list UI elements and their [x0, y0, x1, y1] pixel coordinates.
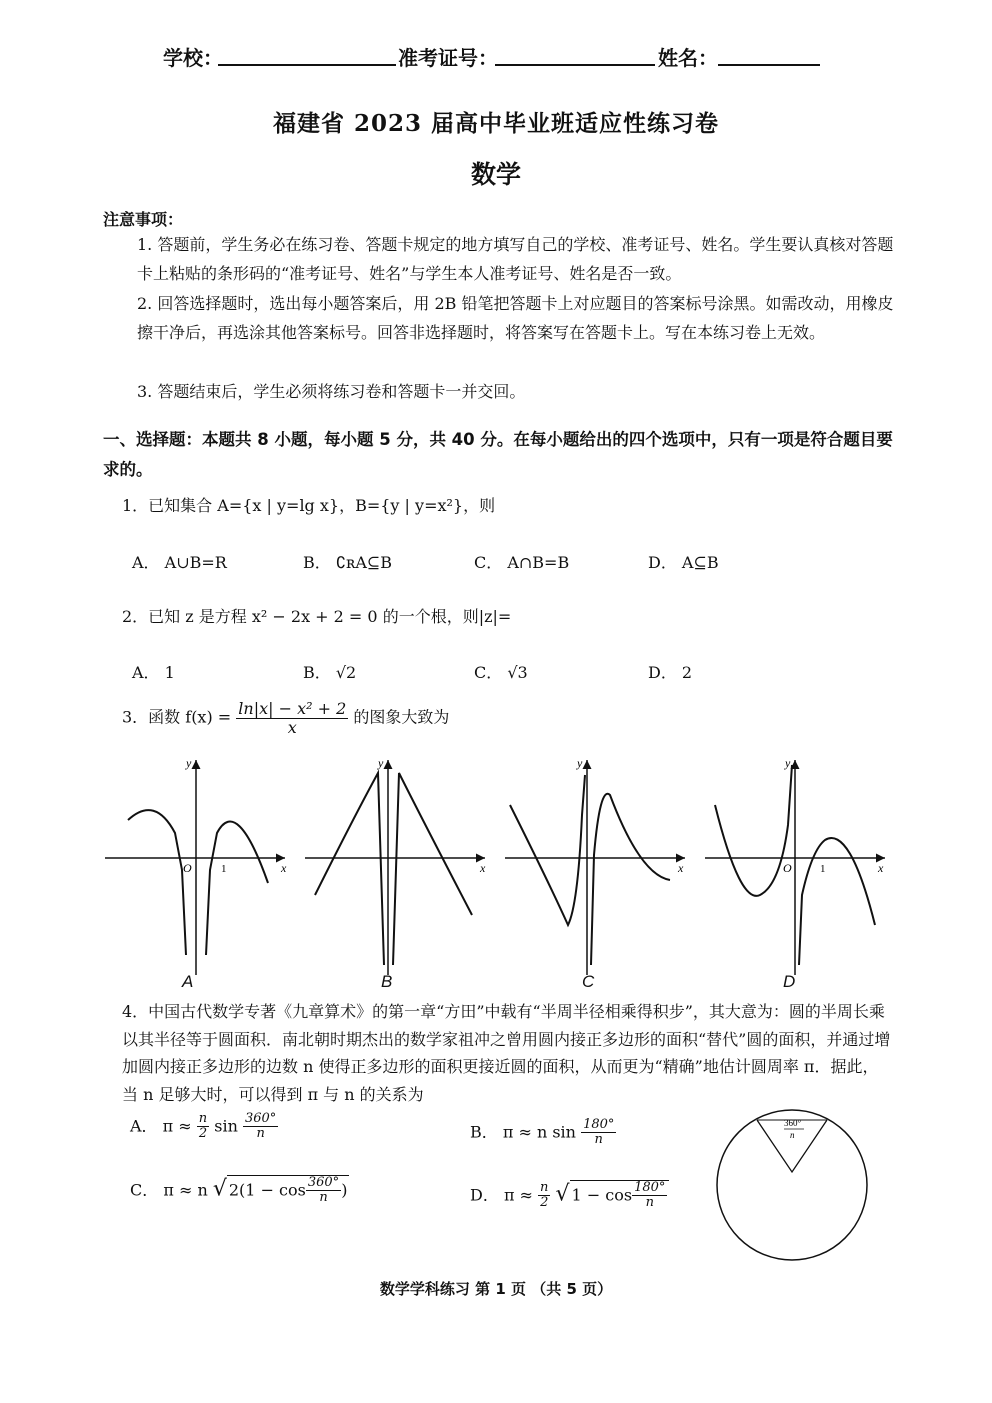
note-item: 1. 答题前，学生务必在练习卷、答题卡规定的地方填写自己的学校、准考证号、姓名。学生要认真核对答题卡上粘贴的条形码的“准考证号、姓名”与学生本人准考证号、姓名是否一致。 [137, 235, 894, 283]
q4-a-fn: sin [214, 1116, 238, 1136]
q4-b-arg [581, 1118, 616, 1148]
q4-d-arg [632, 1181, 667, 1211]
q4-a-lhs: π ≈ [162, 1116, 192, 1136]
exam-title: 福建省 2023 届高中毕业班适应性练习卷 [272, 110, 720, 137]
graph-b-y-label: y [378, 756, 384, 770]
graph-a[interactable] [105, 756, 287, 975]
q4-c-arg [306, 1176, 341, 1206]
q2-option-a[interactable]: A． 1 [132, 663, 175, 682]
exam-id-input-line[interactable] [495, 64, 655, 66]
q1-option-a[interactable]: A． A∪B=R [132, 553, 227, 572]
q4-c-radical: √ [212, 1176, 227, 1202]
note-item: 2. 回答选择题时，选出每小题答案后，用 2B 铅笔把答题卡上对应题目的答案标号涂黑。如需改动，用橡皮擦干净后，再选涂其他答案标号。回答非选择题时，将答案写在答题卡上。写在本练习卷上无效。 [137, 294, 894, 342]
q4-a-arg-num: 360° [244, 1111, 277, 1126]
q4-c-lhs: π ≈ n [163, 1180, 208, 1200]
q4-a-label: A． [130, 1116, 158, 1136]
q3-prefix: 3．函数 f(x) = [122, 707, 232, 727]
section-heading: 一、选择题：本题共 8 小题，每小题 5 分，共 40 分。在每小题给出的四个选项中，只有一项是符合题目要求的。 [103, 430, 893, 479]
q3-numerator: ln|x| − x² + 2 [238, 699, 347, 718]
q4-c-arg-den: n [319, 1190, 328, 1206]
angle-label-num: 360° [784, 1118, 802, 1128]
q4-d-radical: √ [555, 1181, 570, 1207]
q4-d-arg-num: 180° [634, 1180, 666, 1195]
q2-option-d[interactable]: D． 2 [648, 663, 693, 682]
q4-a-arg [243, 1112, 278, 1142]
q4-d-arg-den: n [645, 1195, 654, 1211]
q4-option-d[interactable] [470, 1180, 669, 1211]
graph-label-c: C [582, 972, 595, 991]
note-item: 3. 答题结束后，学生必须将练习卷和答题卡一并交回。 [137, 382, 526, 401]
q1-option-c[interactable]: C． A∩B=B [474, 553, 570, 572]
graph-d-y-label: y [785, 756, 791, 770]
graph-d-x-label: x [878, 861, 884, 875]
q4-d-coef-num: n [540, 1180, 549, 1195]
subject-title: 数学 [470, 160, 521, 189]
graph-a-origin: O [183, 861, 192, 875]
angle-label-den: n [790, 1130, 795, 1140]
question-1-stem: 1．已知集合 A={x | y=lg x}，B={y | y=x²}，则 [122, 496, 496, 515]
notes-heading: 注意事项： [103, 210, 184, 229]
q3-denominator: x [287, 717, 297, 737]
q4-d-coef [538, 1181, 550, 1211]
graph-label-d: D [783, 972, 796, 991]
q4-d-lhs: π ≈ [503, 1185, 533, 1205]
graph-c[interactable] [505, 756, 685, 975]
q4-a-coef-num: n [198, 1111, 208, 1126]
q3-fraction [236, 700, 348, 736]
q4-d-label: D． [470, 1185, 499, 1205]
name-input-line[interactable] [718, 64, 820, 66]
q4-c-radicand [227, 1175, 350, 1206]
name-label: 姓名： [658, 46, 718, 70]
q4-b-label: B． [470, 1122, 498, 1142]
q4-b-arg-den: n [594, 1132, 603, 1148]
graph-a-y-label: y [186, 756, 192, 770]
q4-c-close: ) [341, 1180, 348, 1200]
q4-option-b[interactable] [470, 1118, 616, 1148]
graph-b-x-label: x [480, 861, 486, 875]
q1-option-b[interactable]: B． ∁ʀA⊆B [303, 553, 393, 572]
graph-label-b: B [381, 972, 393, 991]
q2-option-b[interactable]: B． √2 [303, 663, 357, 682]
school-input-line[interactable] [218, 64, 396, 66]
q4-c-arg-num: 360° [307, 1175, 340, 1190]
q4-a-arg-den: n [256, 1126, 265, 1142]
graph-a-one: 1 [221, 863, 227, 875]
q4-c-label: C． [130, 1180, 159, 1200]
q4-a-coef-den: 2 [198, 1126, 208, 1142]
school-label: 学校： [163, 46, 223, 70]
exam-id-label: 准考证号： [398, 46, 498, 70]
q4-b-lhs: π ≈ n sin [502, 1122, 576, 1142]
q4-c-inner: 2(1 − cos [228, 1180, 306, 1200]
q4-d-inner: 1 − cos [571, 1185, 633, 1205]
q4-d-radicand [570, 1180, 670, 1211]
page-footer: 数学学科练习 第 1 页 （共 5 页） [379, 1280, 613, 1298]
question-4-stem: 4．中国古代数学专著《九章算术》的第一章“方田”中载有“半周半径相乘得积步”，其大意为：圆的半周长乘以其半径等于圆面积．南北朝时期杰出的数学家祖冲之曾用圆内接正多边形的面积“替代”圆的面积，并通过增加圆内接正多边形的边数 n 使得正多边形的面积更接近圆的面积，从而更为“精确”地估计圆周率 π．据此，当 n 足够大时，可以得到 π 与 n 的关系为 [122, 1002, 891, 1104]
q2-option-c[interactable]: C． √3 [474, 663, 528, 682]
q4-a-coef [197, 1112, 209, 1142]
graph-b[interactable] [305, 756, 486, 975]
graph-d-origin: O [783, 861, 792, 875]
q4-circle-figure [712, 1090, 872, 1275]
q4-b-arg-num: 180° [583, 1117, 615, 1132]
student-info-row [0, 34, 992, 74]
graph-d-one: 1 [820, 863, 826, 875]
q1-option-d[interactable]: D． A⊆B [648, 553, 719, 572]
graph-c-x-label: x [678, 861, 684, 875]
graph-a-x-label: x [281, 861, 287, 875]
graph-d[interactable] [705, 756, 885, 975]
question-3-stem [122, 700, 449, 736]
q3-graphs [100, 755, 900, 985]
q3-suffix: 的图象大致为 [353, 707, 450, 727]
q4-option-a[interactable] [130, 1112, 278, 1142]
graph-label-a: A [182, 972, 194, 991]
question-2-stem: 2．已知 z 是方程 x² − 2x + 2 = 0 的一个根，则|z|= [122, 607, 512, 626]
q4-option-c[interactable] [130, 1175, 349, 1206]
q4-d-coef-den: 2 [540, 1195, 549, 1211]
graph-c-y-label: y [577, 756, 583, 770]
